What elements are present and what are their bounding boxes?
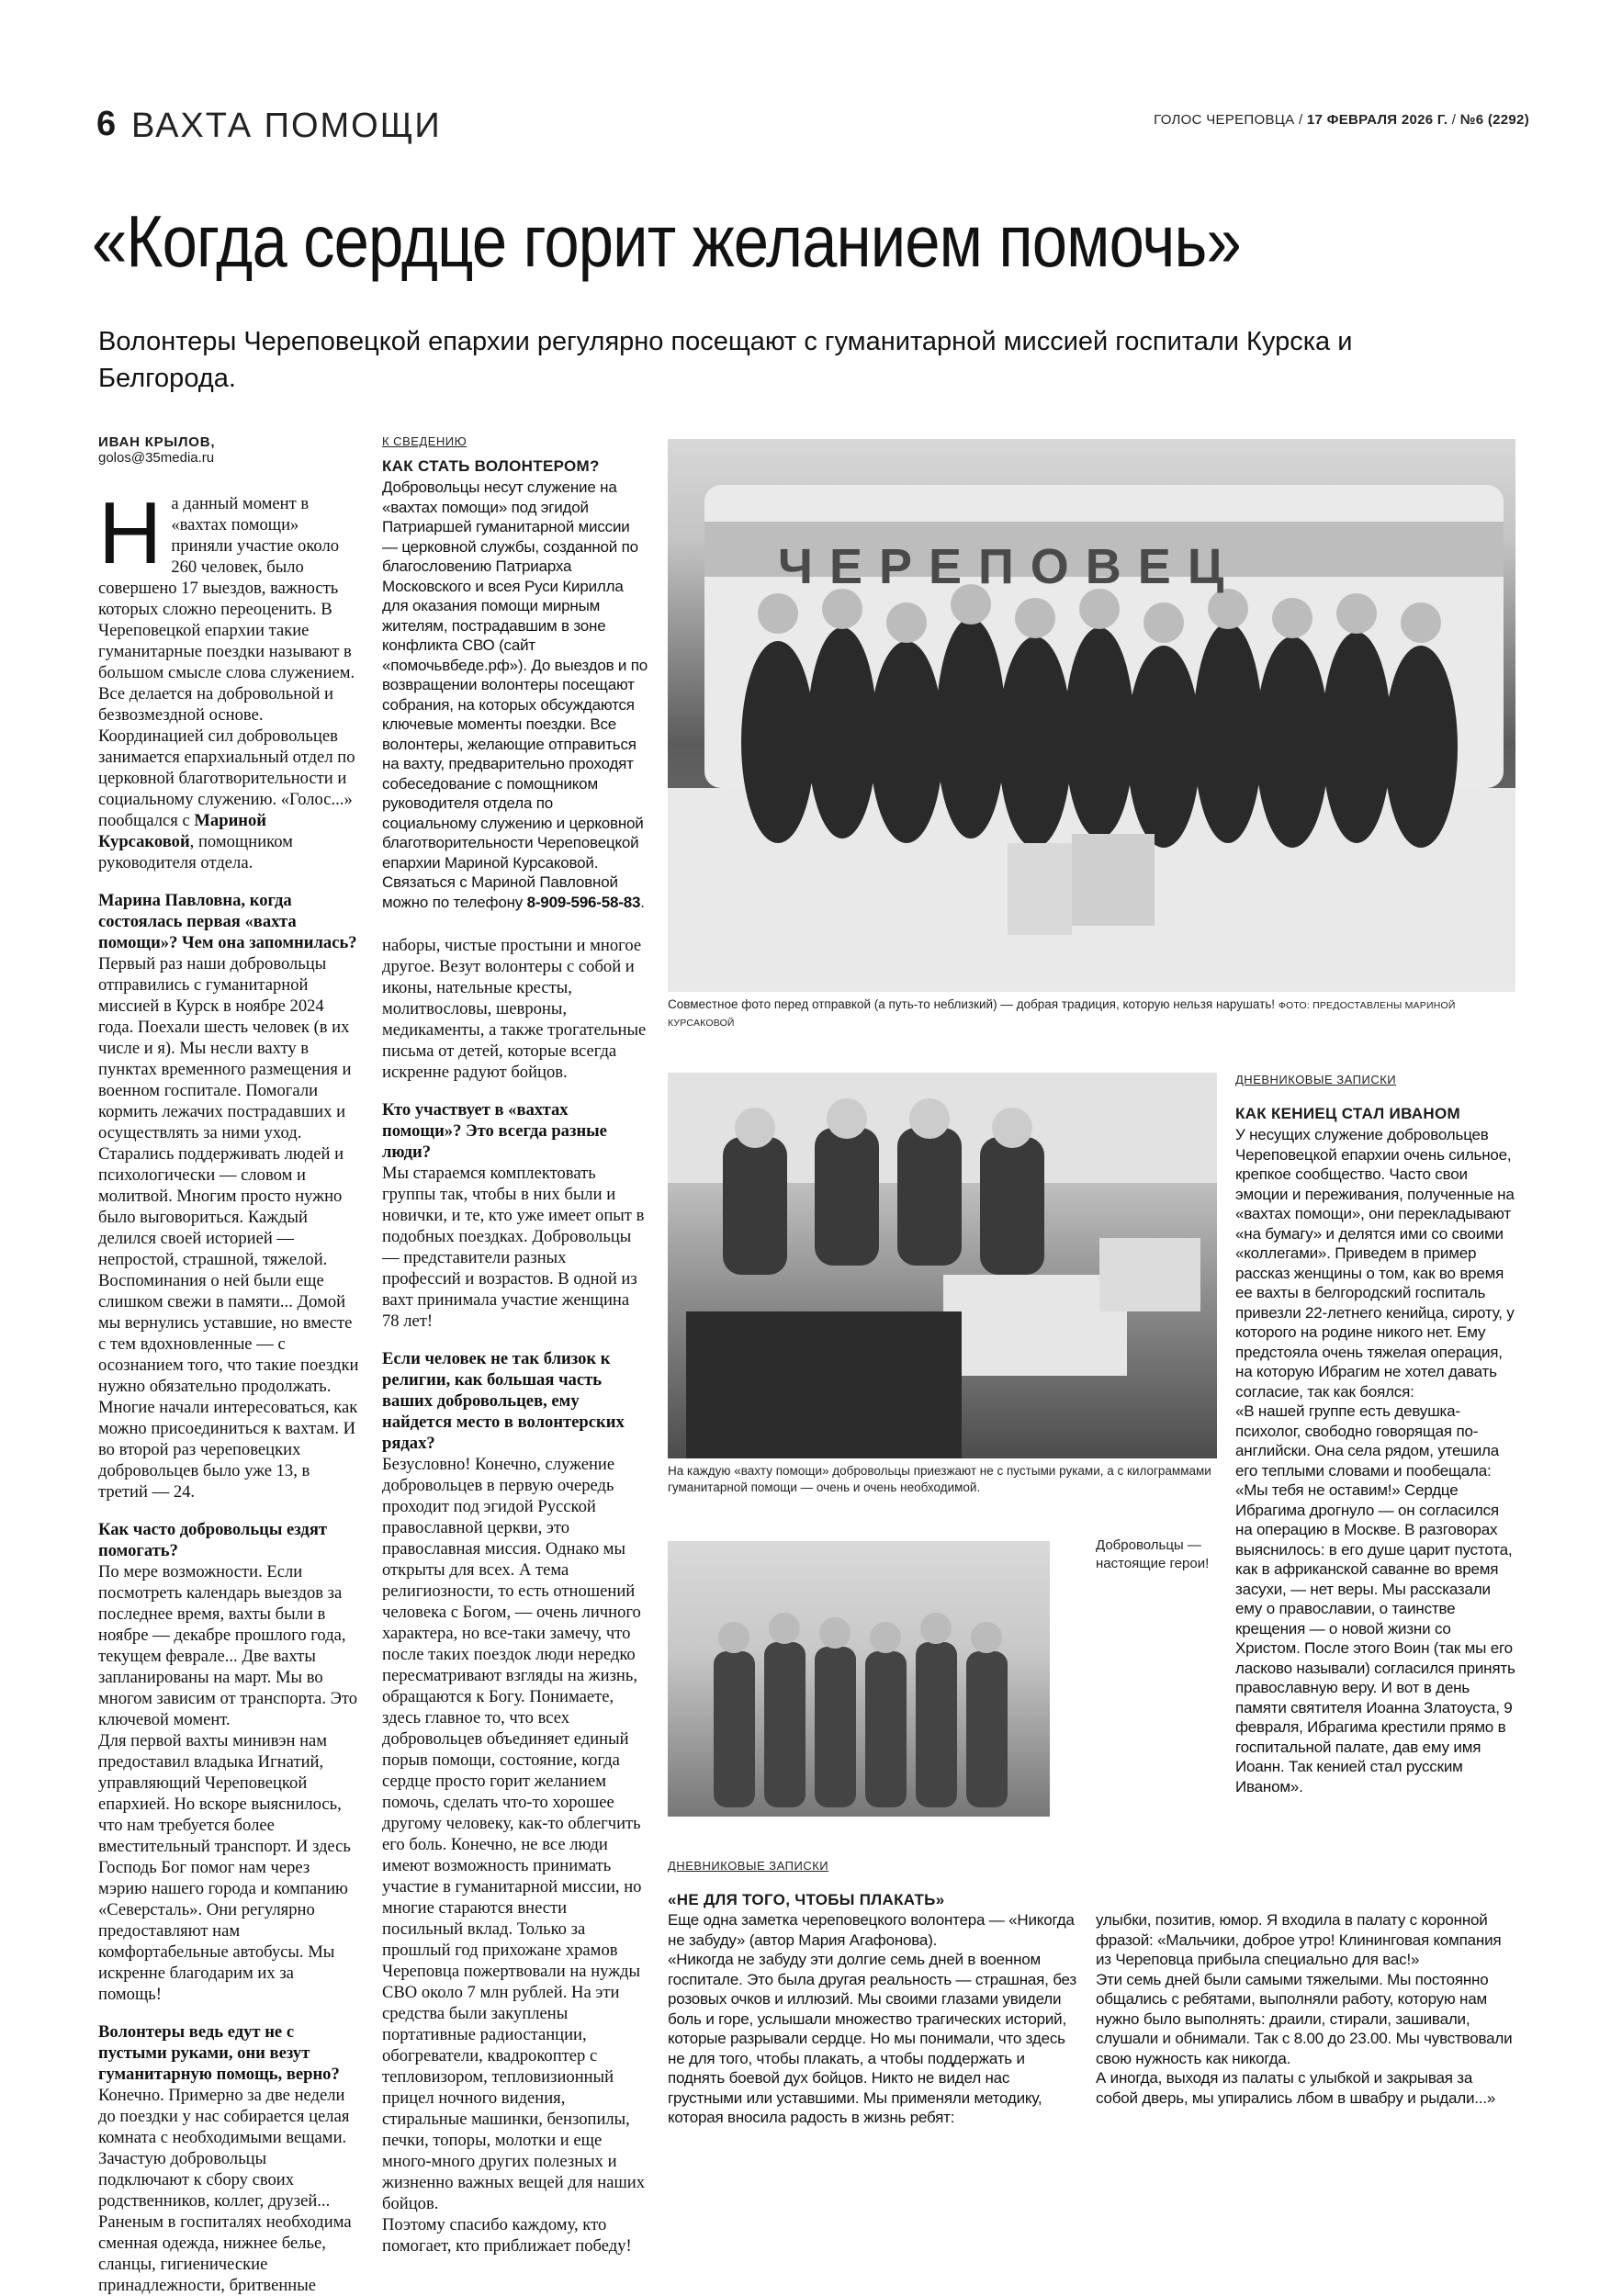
diary1-title: КАК КЕНИЕЦ СТАЛ ИВАНОМ xyxy=(1235,1105,1460,1122)
diary2-text2: улыбки, позитив, юмор. Я входила в палату с коронной фразой: «Мальчики, доброе утро! Клининговая компания из Череповца прибыла специально для вас!» xyxy=(1096,1911,1502,1968)
answer-3-continued: наборы, чистые простыни и многое другое. Везут волонтеры с собой и иконы, нательные кресты, молитвословы, шевроны, медикаменты, а также трогательные письма от детей, которые всегда искренне радуют бойцов. xyxy=(382,936,647,1082)
section-title: ВАХТА ПОМОЩИ xyxy=(131,107,442,145)
info-box xyxy=(382,434,648,912)
diary-section-2 xyxy=(668,1859,1522,1909)
diary2-text: «Никогда не забуду эти долгие семь дней в военном госпитале. Это была другая реальность — страшная, без розовых очков и иллюзий. Мы своими глазами увидели боль и горе, услышали множество трагических историй, которые разрывали сердце. Но мы понимали, что здесь не для того, чтобы плакать, а чтобы поддержать и поднять боевой дух бойцов. Никто не видел нас грустными или уставшими. Мы применяли методику, которая вносила радость в жизнь ребят: xyxy=(668,1951,1077,2126)
diary2-rubric: ДНЕВНИКОВЫЕ ЗАПИСКИ xyxy=(668,1859,829,1873)
diary-section-1 xyxy=(1235,1073,1515,1796)
answer-2: По мере возможности. Если посмотреть календарь выездов за последнее время, вахты были в ноябре — декабре прошлого года, текущем феврале... Две вахты запланированы на март. Мы во многом зависим от транспорта. Это ключевой момент. xyxy=(98,1562,358,1729)
photo-credit: ФОТО: ПРЕДОСТАВЛЕНЫ МАРИНОЙ КУРСАКОВОЙ xyxy=(668,1000,1456,1029)
photo-group-bus-graphic xyxy=(668,439,1515,992)
photo1-caption: Совместное фото перед отправкой (а путь-то неблизкий) — добрая традиция, которую нельзя нарушать! ФОТО: ПРЕДОСТАВЛЕНЫ МАРИНОЙ КУРСАКОВОЙ xyxy=(668,997,1456,1029)
article-lead: Волонтеры Череповецкой епархии регулярно посещают с гуманитарной миссией госпитали Курска и Белгорода. xyxy=(98,327,1353,393)
issue-date: 17 ФЕВРАЛЯ 2026 Г. xyxy=(1306,112,1448,128)
interviewee-name: Мариной Курсаковой xyxy=(98,811,266,851)
photo-humanitarian-aid xyxy=(668,1073,1217,1458)
article-column-2 xyxy=(382,935,648,2257)
answer-2b: Для первой вахты минивэн нам предоставил владыка Игнатий, управляющий Череповецкой епархией. Но вскоре выяснилось, что нам требуется более вместительный транспорт. И здесь Господь Бог помог нам через мэрию нашего города и компанию «Северсталь». Они регулярно предоставляют нам комфортабельные автобусы. Мы искренне благодарим их за помощь! xyxy=(98,1731,351,2004)
bus-lettering: ЧЕРЕПОВЕЦ xyxy=(778,539,1241,594)
article-column-1 xyxy=(98,434,360,2296)
question-2: Как часто добровольцы ездят помогать? xyxy=(98,1520,328,1560)
photo-humanitarian-aid-graphic xyxy=(668,1073,1217,1458)
issue-number: №6 (2292) xyxy=(1459,112,1529,128)
article-title: «Когда сердце горит желанием помочь» xyxy=(92,200,1241,282)
question-4: Кто участвует в «вахтах помощи»? Это всегда разные люди? xyxy=(382,1100,607,1162)
question-1: Марина Павловна, когда состоялась первая «вахта помощи»? Чем она запомнилась? xyxy=(98,891,357,952)
answer-3: Конечно. Примерно за две недели до поездки у нас собирается целая комната с необходимыми вещами. Зачастую добровольцы подключают к сбору своих родственников, коллег, друзей... Раненым в госпиталях необходима сменная одежда, нижнее белье, сланцы, гигиенические принадлежности, бритвенные xyxy=(98,2086,352,2295)
intro-paragraph: На данный момент в «вахтах помощи» приняли участие около 260 человек, было совершено 17 выездов, важность которых сложно переоценить. В Череповецкой епархии такие гуманитарные поездки называют в большом смысле слова служением. Все делается на добровольной и безвозмездной основе. Координацией сил добровольцев занимается епархиальный отдел по церковной благотворительности и социальному служению. «Голос...» пообщался с Мариной Курсаковой, помощником руководителя отдела. xyxy=(98,484,355,872)
author-email: golos@35media.ru xyxy=(98,450,215,466)
page-header xyxy=(96,103,1529,149)
diary2-column-1 xyxy=(668,1910,1079,2128)
diary2-title: «НЕ ДЛЯ ТОГО, ЧТОБЫ ПЛАКАТЬ» xyxy=(668,1891,945,1908)
question-5: Если человек не так близок к религии, как большая часть ваших добровольцев, ему найдется место в волонтерских рядах? xyxy=(382,1349,625,1453)
publication-name: ГОЛОС ЧЕРЕПОВЦА xyxy=(1154,112,1295,128)
answer-1: Первый раз наши добровольцы отправились с гуманитарной миссией в Курск в ноябре 2024 года. Поехали шесть человек (в их числе и я). Мы несли вахту в пунктах временного размещения и военном госпитале. Помогали кормить лежачих пострадавших и осуществлять за ними уход. Старались поддерживать людей и психологически — словом и молитвой. Многим просто нужно было выговориться. Каждый делился своей историей — непростой, страшной, тяжелой. Воспоминания о ней были еще слишком свежи в памяти... Домой мы вернулись уставшие, но вместе с тем вдохновленные — с осознанием того, что такие поездки нужно обязательно продолжать. Многие начали интересоваться, как можно присоединиться к вахтам. И во второй раз череповецких добровольцев было уже 13, в третий — 24. xyxy=(98,954,359,1502)
contact-phone: 8-909-596-58-83 xyxy=(526,893,641,911)
info-box-rubric: К СВЕДЕНИЮ xyxy=(382,434,468,448)
diary1-text: У несущих служение добровольцев Череповецкой епархии очень сильное, крепкое сообщество. Часто свои эмоции и переживания, полученные на «вахтах помощи», они перекладывают «на бумагу» и делятся ими со своими «коллегами». Приведем в пример рассказ женщины о том, как во время ее вахты в белгородский госпиталь привезли 22-летнего кенийца, сироту, у которого на родине никого нет. Ему предстояла очень тяжелая операция, на которую Ибрагим не хотел давать согласие, так как боялся: xyxy=(1235,1126,1515,1401)
answer-4: Мы стараемся комплектовать группы так, чтобы в них были и новички, и те, кто уже имеет опыт в подобных поездках. Добровольцы — представители разных профессий и возрастов. В одной из вахт принимала участие женщина 78 лет! xyxy=(382,1164,645,1331)
diary2-intro: Еще одна заметка череповецкого волонтера — «Никогда не забуду» (автор Мария Агафонова). xyxy=(668,1911,1075,1949)
diary2-text4: А иногда, выходя из палаты с улыбкой и закрывая за собой дверь, мы упирались лбом в швабру и рыдали...» xyxy=(1096,2069,1496,2107)
answer-5b: Поэтому спасибо каждому, кто помогает, кто приближает победу! xyxy=(382,2215,632,2256)
page-number: 6 xyxy=(96,105,117,143)
photo2-caption: На каждую «вахту помощи» добровольцы приезжают не с пустыми руками, а с килограммами гуманитарной помощи — очень и очень необходимой. xyxy=(668,1464,1211,1494)
diary1-rubric: ДНЕВНИКОВЫЕ ЗАПИСКИ xyxy=(1235,1073,1397,1086)
dropcap-letter: Н xyxy=(98,484,163,582)
diary2-column-2 xyxy=(1096,1910,1518,2108)
question-3: Волонтеры ведь едут не с пустыми руками, они везут гуманитарную помощь, верно? xyxy=(98,2022,340,2084)
diary1-quote: «В нашей группе есть девушка-психолог, свободно говорящая по-английски. Она села рядом, утешила его теплыми словами и пообещала: «Мы тебя не оставим!» Сердце Ибрагима дрогнуло — он согласился на операцию в Москве. В разговорах выяснилось: в его душе царит пустота, как в африканской саванне во время засухи, — нет веры. Мы рассказали ему о православии, о таинстве крещения — о новой жизни со Христом. После этого Воин (так мы его ласково называли) согласился принять православную веру. И вот в день памяти святителя Иоанна Златоуста, 9 февраля, Ибрагима крестили прямо в госпитальной палате, дав ему имя Иоанн. Так кенией стал русским Иваном». xyxy=(1235,1402,1515,1795)
photo3-caption: Добровольцы — настоящие герои! xyxy=(1096,1537,1210,1571)
masthead-info: ГОЛОС ЧЕРЕПОВЦА / 17 ФЕВРАЛЯ 2026 Г. / №6 (2292) xyxy=(1154,112,1529,128)
photo-volunteers-hospital-graphic xyxy=(668,1541,1050,1817)
author-name: ИВАН КРЫЛОВ, xyxy=(98,434,216,450)
info-box-title: КАК СТАТЬ ВОЛОНТЕРОМ? xyxy=(382,457,600,475)
answer-5: Безусловно! Конечно, служение добровольцев в первую очередь проходит под эгидой Русской православной церкви, это православная миссия. Однако мы открыты для всех. А тема религиозности, то есть отношений человека с Богом, — очень личного характера, но все-таки замечу, что после таких поездок люди нередко пересматривают взгляды на жизнь, обращаются к Богу. Понимаете, здесь главное то, что всех добровольцев объединяет единый порыв помощи, состояние, когда сердце просто горит желанием помочь, сделать что-то хорошее другому человеку, как-то облегчить его боль. Конечно, не все люди имеют возможность принимать участие в гуманитарной миссии, но многие стараются внести посильный вклад. Только за прошлый год прихожане храмов Череповца пожертвовали на нужды СВО около 7 млн рублей. На эти средства были закуплены портативные радиостанции, обогреватели, квадрокоптер с тепловизором, тепловизионный прицел ночного видения, стиральные машинки, бензопилы, печки, топоры, молотки и еще много-много других полезных и жизненно важных вещей для наших бойцов. xyxy=(382,1455,646,2213)
diary2-text3: Эти семь дней были самыми тяжелыми. Мы постоянно общались с ребятами, выполняли работу, которую нам нужно было выполнять: драили, стирали, зашивали, слушали и обнимали. Так с 8.00 до 23.00. Мы чувствовали свою нужность как никогда. xyxy=(1096,1970,1513,2067)
info-box-text: Добровольцы несут служение на «вахтах помощи» под эгидой Патриаршей гуманитарной миссии — церковной службы, созданной по благословению Патриарха Московского и всея Руси Кирилла для оказания помощи мирным жителям, пострадавшим в зоне конфликта СВО (сайт «помочьвбеде.рф»). До выездов и по возвращении волонтеры посещают собрания, на которых обсуждаются ключевые моменты поездки. Все волонтеры, желающие отправиться на вахту, предварительно проходят собеседование с помощником руководителя отдела по социальному служению и церковной благотворительности Череповецкой епархии Мариной Курсаковой. Связаться с Мариной Павловной можно по телефону 8-909-596-58-83. xyxy=(382,478,648,911)
photo-group-bus xyxy=(668,439,1515,992)
photo-volunteers-hospital xyxy=(668,1541,1050,1817)
